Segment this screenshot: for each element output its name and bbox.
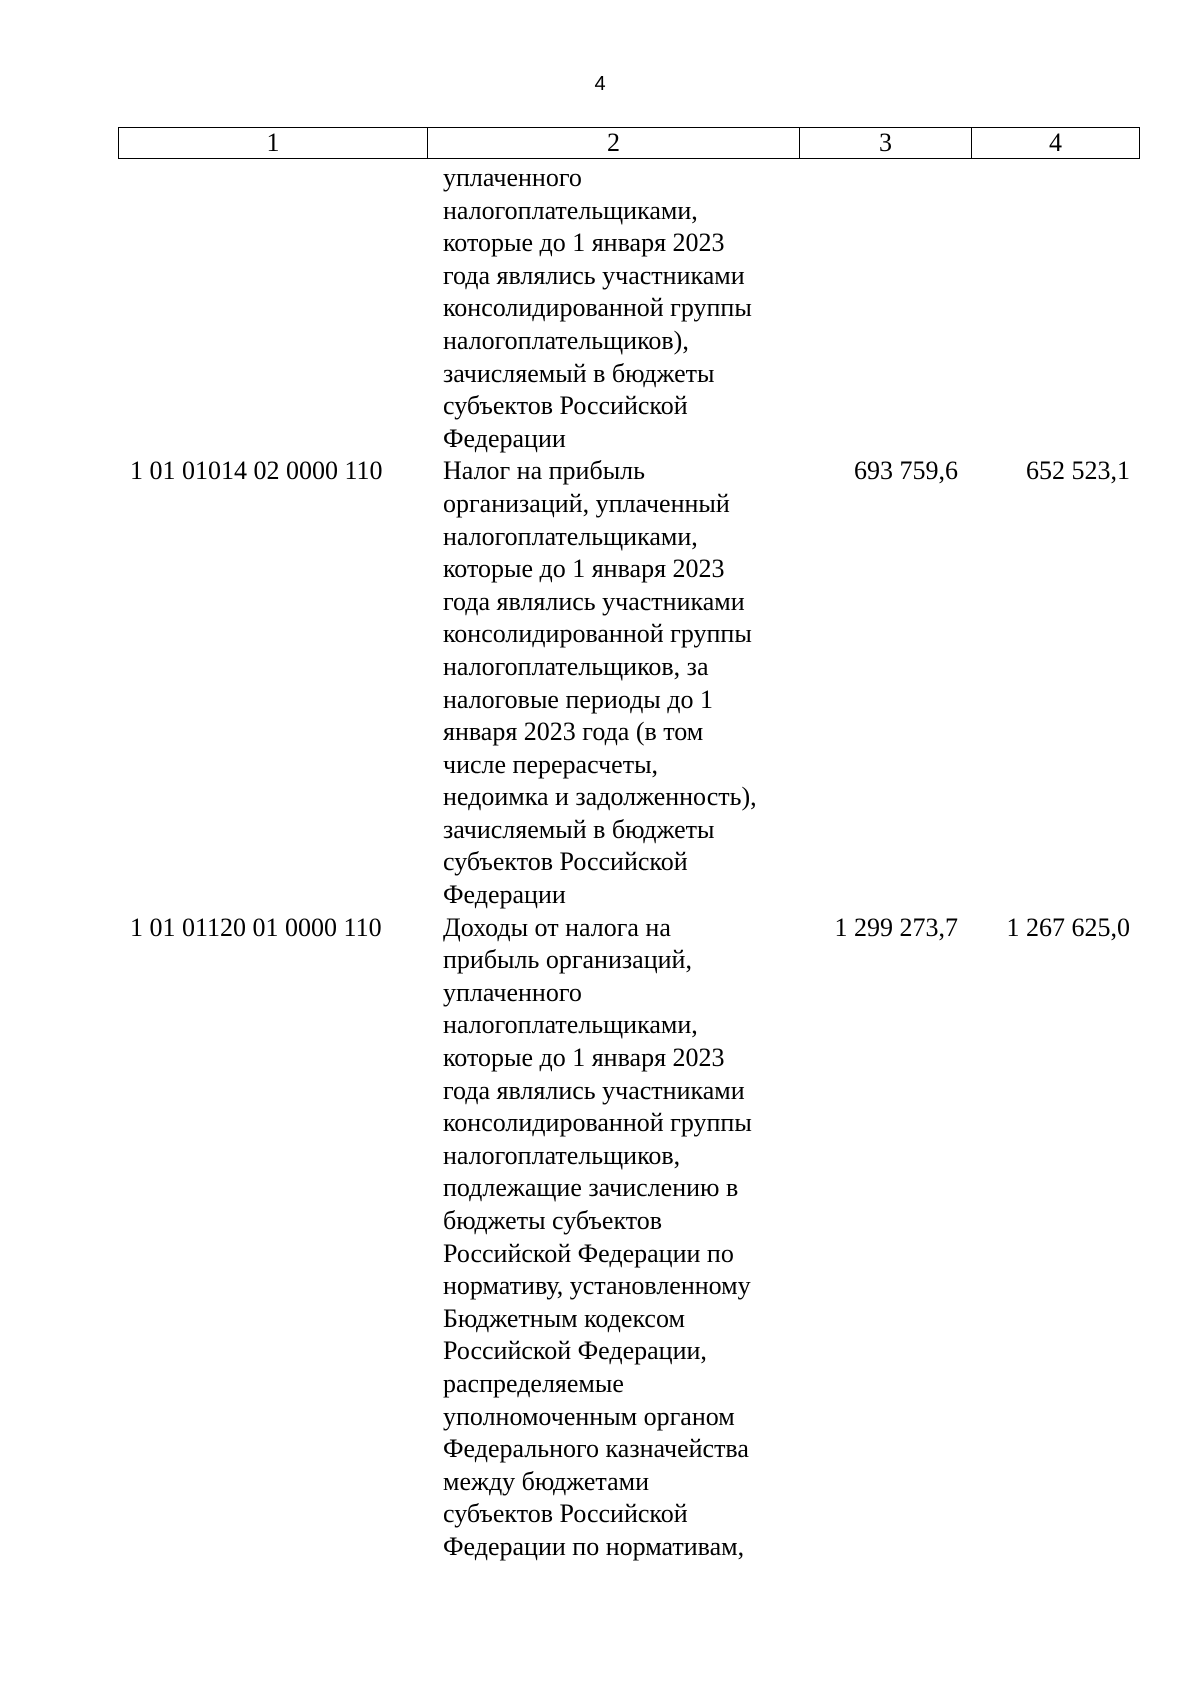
description-line: распределяемые — [443, 1368, 624, 1398]
amount-column-4 — [970, 162, 1140, 455]
description-line: субъектов Российской — [443, 391, 688, 421]
description-line: между бюджетами — [443, 1466, 649, 1496]
table-body — [118, 162, 1140, 1564]
description-line: которые до 1 января 2023 — [443, 1043, 725, 1073]
table-row — [118, 912, 1140, 1564]
description-line: уполномоченным органом — [443, 1401, 735, 1431]
description-line: Федерации — [443, 423, 566, 453]
table-row — [118, 455, 1140, 911]
budget-code — [118, 162, 426, 455]
amount-column-3: 693 759,6 — [854, 456, 958, 486]
description-line: налоговые периоды до 1 — [443, 684, 714, 714]
description-line: налогоплательщиками, — [443, 521, 698, 551]
description-line: которые до 1 января 2023 — [443, 228, 725, 258]
description-line: налогоплательщиков), — [443, 325, 689, 355]
description-line: Российской Федерации, — [443, 1336, 707, 1366]
description-line: налогоплательщиками, — [443, 195, 698, 225]
table-header-row — [118, 127, 1140, 159]
description-line: налогоплательщиков, за — [443, 651, 709, 681]
description-line: организаций, уплаченный — [443, 488, 730, 518]
description-line: уплаченного — [443, 977, 582, 1007]
column-number-2: 2 — [427, 128, 799, 158]
description-line: субъектов Российской — [443, 1499, 688, 1529]
description-line: недоимка и задолженность), — [443, 782, 757, 812]
description-line: Федерального казначейства — [443, 1434, 749, 1464]
amount-column-4: 652 523,1 — [1026, 456, 1130, 486]
column-number-1: 1 — [266, 128, 280, 157]
description-line: Федерации по нормативам, — [443, 1531, 745, 1561]
description-line: зачисляемый в бюджеты — [443, 814, 715, 844]
amount-column-3 — [798, 162, 970, 455]
description-line: года являлись участниками — [443, 586, 745, 616]
description-line: прибыль организаций, — [443, 945, 692, 975]
revenue-description — [426, 912, 798, 1564]
description-line: Российской Федерации по — [443, 1238, 734, 1268]
description-line: Доходы от налога на — [443, 912, 671, 942]
description-line: консолидированной группы — [443, 293, 752, 323]
column-number-4: 4 — [971, 128, 1139, 158]
description-line: бюджеты субъектов — [443, 1206, 663, 1235]
description-line: нормативу, установленному — [443, 1271, 751, 1301]
description-line: которые до 1 января 2023 — [443, 554, 725, 584]
page-number: 4 — [594, 73, 606, 95]
description-line: Налог на прибыль — [443, 456, 645, 486]
column-number-3: 3 — [799, 128, 971, 158]
amount-column-4: 1 267 625,0 — [1006, 912, 1130, 942]
description-line: уплаченного — [443, 163, 582, 192]
revenue-description — [426, 455, 798, 911]
description-line: января 2023 года (в том — [443, 717, 704, 747]
budget-code: 1 01 01120 01 0000 110 — [130, 912, 382, 942]
description-line: числе перерасчеты, — [443, 749, 659, 779]
description-line: налогоплательщиков, — [443, 1140, 681, 1170]
description-line: года являлись участниками — [443, 260, 745, 290]
description-line: консолидированной группы — [443, 619, 752, 649]
description-line: Бюджетным кодексом — [443, 1303, 685, 1333]
description-line: Федерации — [443, 880, 566, 910]
description-line: зачисляемый в бюджеты — [443, 358, 715, 388]
description-line: налогоплательщиками, — [443, 1010, 698, 1040]
description-line: субъектов Российской — [443, 847, 688, 877]
budget-code: 1 01 01014 02 0000 110 — [130, 456, 383, 486]
amount-column-3: 1 299 273,7 — [834, 912, 958, 942]
description-line: подлежащие зачислению в — [443, 1173, 739, 1203]
revenue-description — [426, 162, 798, 455]
table-row — [118, 162, 1140, 455]
description-line: года являлись участниками — [443, 1075, 745, 1105]
description-line: консолидированной группы — [443, 1108, 752, 1138]
